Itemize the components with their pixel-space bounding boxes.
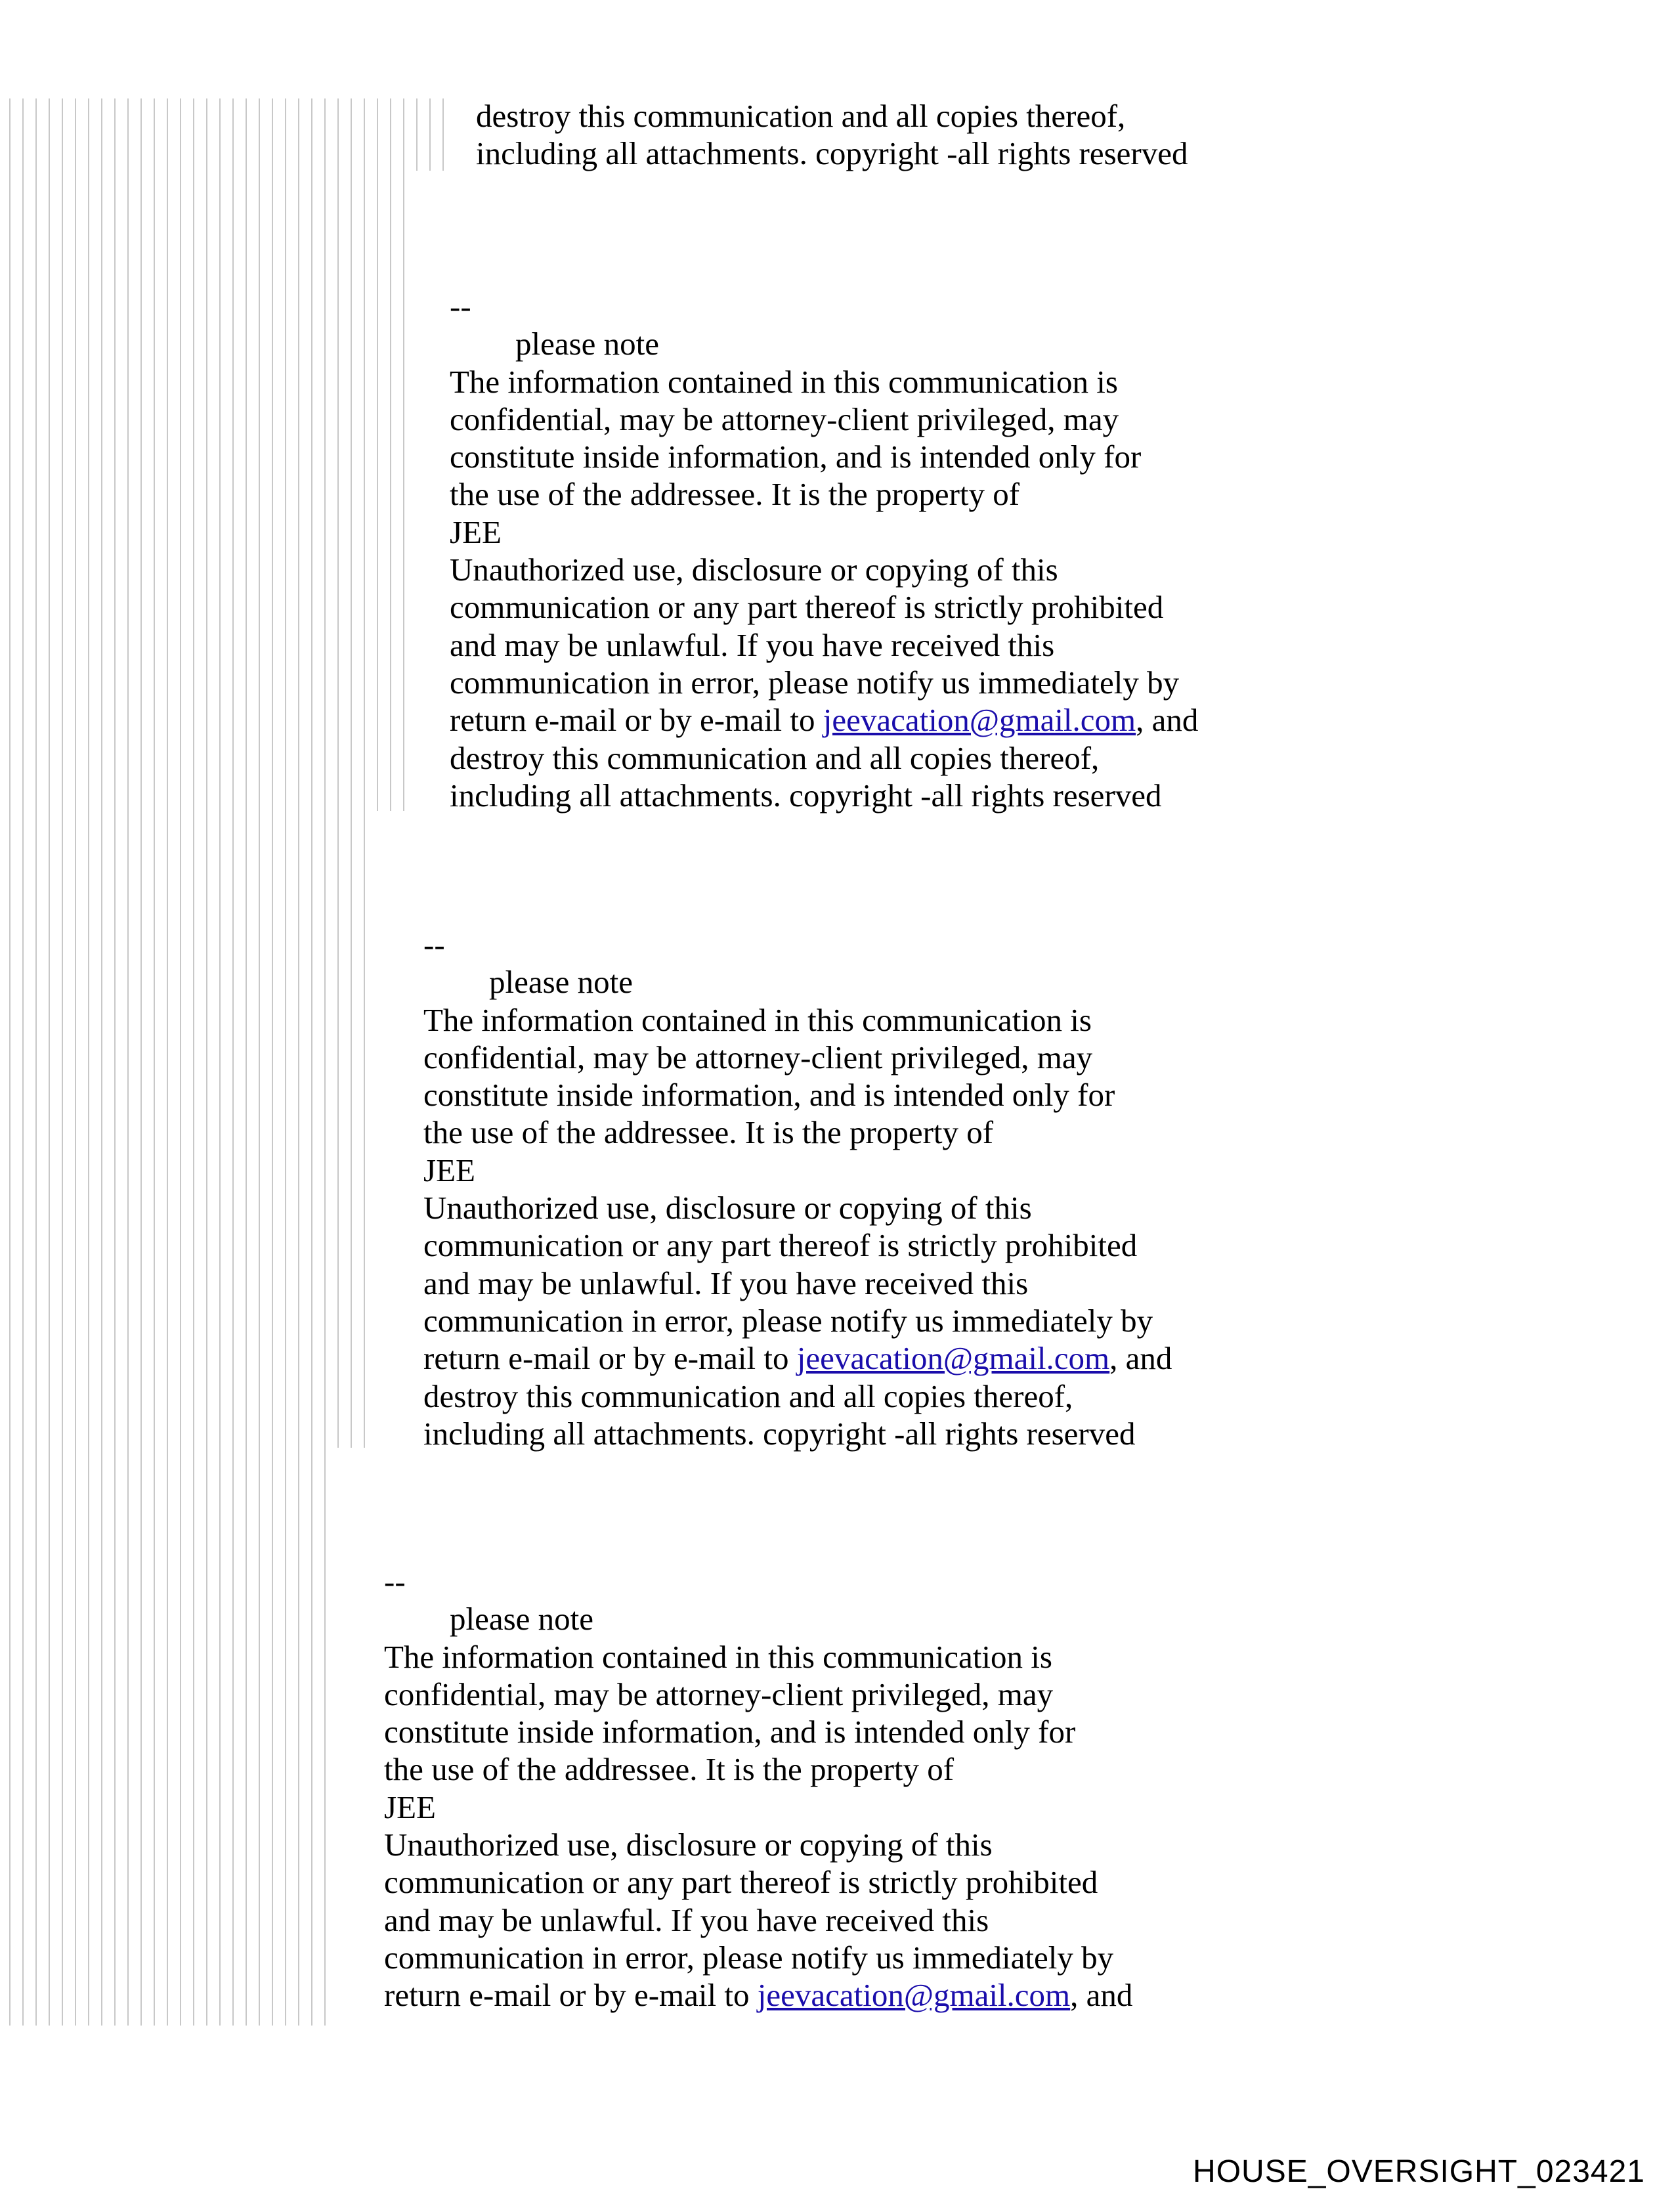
text-line: destroy this communication and all copies thereof, xyxy=(450,739,1100,776)
text-line: confidential, may be attorney-client privileged, may xyxy=(450,401,1119,437)
text-line xyxy=(384,1976,1132,2014)
email-disclaimer xyxy=(423,926,1172,1452)
quote-bar xyxy=(9,98,11,2026)
separator: -- xyxy=(423,926,445,963)
quote-bar xyxy=(298,98,299,2026)
text-line: communication in error, please notify us immediately by xyxy=(423,1302,1153,1339)
text-line: JEE xyxy=(384,1789,436,1825)
text-line: constitute inside information, and is intended only for xyxy=(423,1077,1115,1114)
bates-number: HOUSE_OVERSIGHT_023421 xyxy=(1193,2154,1645,2189)
quote-bar xyxy=(442,98,444,171)
quote-bar xyxy=(22,98,24,2026)
text-line: Unauthorized use, disclosure or copying of this xyxy=(450,552,1058,588)
quote-bar xyxy=(403,98,404,811)
quote-bar xyxy=(62,98,63,2026)
text-line: including all attachments. copyright -all rights reserved xyxy=(450,777,1162,813)
text-line: including all attachments. copyright -all rights reserved xyxy=(423,1415,1136,1452)
quote-bar xyxy=(351,98,352,1448)
quote-bar xyxy=(88,98,89,2026)
quote-bar xyxy=(206,98,207,2026)
text-line: The information contained in this communication is xyxy=(450,363,1118,400)
text-line: communication in error, please notify us immediately by xyxy=(450,664,1180,701)
quote-bar xyxy=(324,98,326,2026)
text-fragment: return e-mail or by e-mail to xyxy=(423,1340,797,1377)
text-line: communication or any part thereof is strictly prohibited xyxy=(384,1864,1098,1901)
quote-bar xyxy=(377,98,378,811)
quote-bar xyxy=(429,98,431,171)
text-line: Unauthorized use, disclosure or copying of this xyxy=(384,1827,993,1863)
quote-bar xyxy=(232,98,234,2026)
quote-bar xyxy=(35,98,37,2026)
text-fragment: return e-mail or by e-mail to xyxy=(384,1977,758,2014)
quote-bar xyxy=(180,98,181,2026)
quote-bar xyxy=(416,98,418,171)
quote-bar xyxy=(140,98,142,2026)
text-line: Unauthorized use, disclosure or copying of this xyxy=(423,1190,1032,1226)
disclaimer-heading: please note xyxy=(450,1601,594,1637)
separator: -- xyxy=(450,288,471,324)
quote-bar xyxy=(285,98,286,2026)
text-line: confidential, may be attorney-client privileged, may xyxy=(384,1676,1054,1712)
text-line xyxy=(423,1339,1172,1377)
email-disclaimer xyxy=(384,1563,1132,2014)
text-line: The information contained in this communication is xyxy=(423,1001,1092,1038)
email-link[interactable]: jeevacation@gmail.com xyxy=(757,1977,1071,2014)
quote-bar xyxy=(49,98,50,2026)
text-line: the use of the addressee. It is the property of xyxy=(450,476,1020,513)
disclaimer-heading: please note xyxy=(489,964,633,1001)
quote-bar xyxy=(167,98,168,2026)
text-line: JEE xyxy=(423,1152,475,1188)
quote-bar xyxy=(390,98,391,811)
separator: -- xyxy=(384,1563,406,1599)
email-link[interactable]: jeevacation@gmail.com xyxy=(796,1340,1110,1377)
text-line: communication or any part thereof is strictly prohibited xyxy=(450,589,1164,626)
text-line: communication or any part thereof is strictly prohibited xyxy=(423,1227,1138,1264)
quote-bar xyxy=(337,98,339,1448)
text-line: and may be unlawful. If you have received this xyxy=(450,626,1055,663)
text-line: and may be unlawful. If you have received this xyxy=(384,1901,989,1938)
quote-bar xyxy=(311,98,312,2026)
text-line: destroy this communication and all copies thereof, xyxy=(423,1377,1073,1414)
email-disclaimer-fragment xyxy=(476,97,1188,173)
text-line: the use of the addressee. It is the property of xyxy=(384,1751,955,1788)
quote-bar xyxy=(246,98,247,2026)
quote-bar xyxy=(193,98,194,2026)
text-line: constitute inside information, and is intended only for xyxy=(384,1714,1076,1750)
text-fragment: return e-mail or by e-mail to xyxy=(450,702,823,739)
quote-bar xyxy=(272,98,273,2026)
text-fragment: , and xyxy=(1136,702,1199,739)
text-line: destroy this communication and all copies thereof, xyxy=(476,98,1126,134)
text-line: The information contained in this communication is xyxy=(384,1638,1052,1675)
text-line: the use of the addressee. It is the property of xyxy=(423,1114,994,1151)
quote-bar xyxy=(114,98,116,2026)
quote-bar xyxy=(364,98,365,1448)
quote-bar xyxy=(219,98,221,2026)
text-line: communication in error, please notify us immediately by xyxy=(384,1939,1114,1976)
text-fragment: , and xyxy=(1109,1340,1172,1377)
quote-bar xyxy=(259,98,260,2026)
text-line: including all attachments. copyright -all rights reserved xyxy=(476,135,1188,172)
text-line: constitute inside information, and is intended only for xyxy=(450,439,1142,475)
email-disclaimer xyxy=(450,288,1198,814)
disclaimer-heading: please note xyxy=(515,326,660,362)
text-line xyxy=(450,701,1198,739)
text-line: and may be unlawful. If you have received this xyxy=(423,1265,1029,1301)
quote-bar xyxy=(75,98,76,2026)
quote-bar xyxy=(101,98,102,2026)
email-link[interactable]: jeevacation@gmail.com xyxy=(823,702,1136,739)
quote-bar xyxy=(127,98,129,2026)
text-line: JEE xyxy=(450,513,502,550)
text-fragment: , and xyxy=(1070,1977,1133,2014)
text-line: confidential, may be attorney-client privileged, may xyxy=(423,1039,1093,1075)
quote-bar xyxy=(154,98,155,2026)
